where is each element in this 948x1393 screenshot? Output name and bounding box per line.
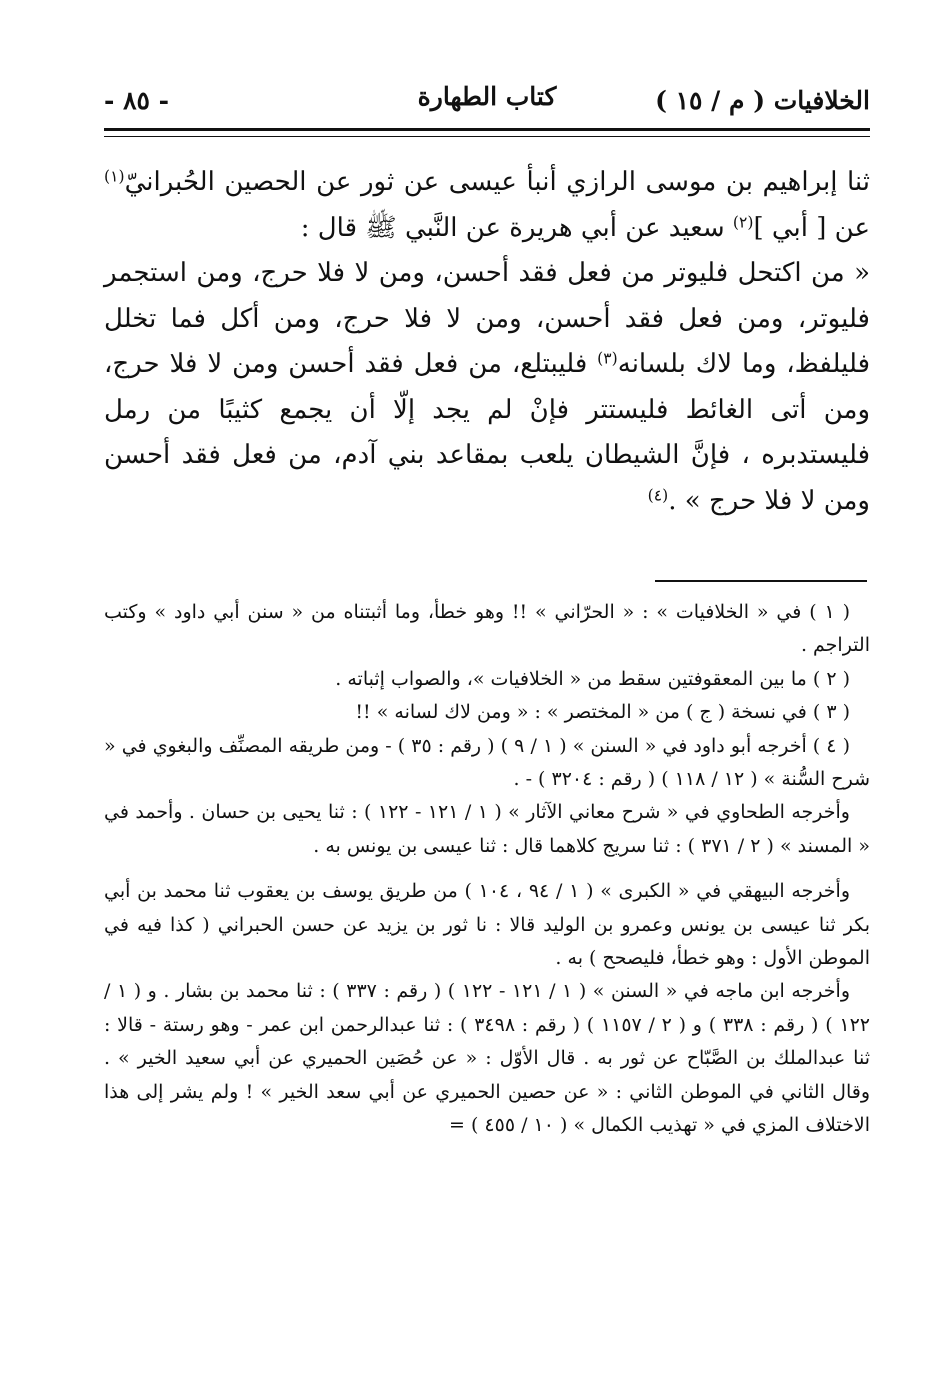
footnote-ref-1: (١): [104, 167, 125, 186]
hadith-paragraph: [104, 251, 870, 524]
footnote-4-cont-1: وأخرجه الطحاوي في « شرح معاني الآثار » ( ١ / ١٢١ - ١٢٢ ) : ثنا يحيى بن حسان . وأحمد في « المسند » ( ٢ / ٣٧١ ) : ثنا سريج كلاهما قال : ثنا عيسى بن يونس به .: [104, 801, 870, 857]
isnad-paragraph: [104, 160, 870, 251]
footnote-ref-2: (٢): [732, 212, 754, 231]
footnote-separator: [655, 580, 867, 582]
footnote-3: ( ٣ ) في نسخة ( ج ) من « المختصر » : « ومن لاك لسانه » !!: [355, 701, 850, 724]
text-run: « من اكتحل فليوتر من فعل فقد أحسن، ومن لا فلا حرج، ومن استجمر فليوتر، ومن فعل فقد أحسن، ومن لا فلا حرج، ومن أكل فما تخلل فليلفظ، وما لاك بلسانه: [104, 258, 870, 379]
footnote-2: ( ٢ ) ما بين المعقوفتين سقط من « الخلافيات »، والصواب إثباته .: [335, 667, 850, 690]
text-run: فليبتلع، من فعل فقد أحسن ومن لا فلا حرج، ومن أتى الغائط فليستتر فإنْ لم يجد إلّا أن يجمع كثيبًا من رمل فليستدبره ، فإنَّ الشيطان يلعب بمقاعد بني آدم، من فعل فقد أحسن ومن لا فلا حرج » .: [104, 349, 870, 516]
footnotes: [104, 596, 870, 1143]
main-text: [104, 160, 870, 524]
text-run: ثنا إبراهيم بن موسى الرازي أنبأ عيسى عن ثور عن الحصين الحُبرانيّ: [124, 167, 870, 197]
footnote-4-cont-3: وأخرجه ابن ماجه في « السنن » ( ١ / ١٢١ - ١٢٢ ) ( رقم : ٣٣٧ ) : ثنا محمد بن بشار . و ( ١ / ١٢٢ ) ( رقم : ٣٣٨ ) و ( ٢ / ١١٥٧ ) ( رقم : ٣٤٩٨ ) : ثنا عبدالرحمن ابن عمر - وهو رستة - قالا : ثنا عبدالملك بن الصَّبّاح عن ثور به . قال الأوّل : « عن حُصَين الحميري عن أبي سعيد الخير » . وقال الثاني في الموطن الثاني : « عن حصين الحميري عن أبي سعد الخير » ! ولم يشر إلى هذا الاختلاف المزي في « تهذيب الكمال » ( ١٠ / ٤٥٥ ) =: [104, 980, 870, 1137]
chapter-title: كتاب الطهارة: [417, 82, 557, 111]
footnote-ref-4: (٤): [647, 485, 669, 504]
header-rule-thick: [104, 128, 870, 131]
text-run: سعيد عن أبي هريرة عن النَّبي ﷺ قال :: [300, 212, 733, 243]
page-header: [104, 78, 870, 122]
footnote-4: ( ٤ ) أخرجه أبو داود في « السنن » ( ١ / ٩ ) ( رقم : ٣٥ ) - ومن طريقه المصنِّف والبغوي في « شرح السُّنة » ( ١٢ / ١١٨ ) ( رقم : ٣٢٠٤ ) - .: [104, 734, 870, 791]
footnote-4-cont-2: وأخرجه البيهقي في « الكبرى » ( ١ / ٩٤ ، ١٠٤ ) من طريق يوسف بن يعقوب ثنا محمد بن أبي بكر ثنا عيسى بن يونس وعمرو بن الوليد قالا : نا ثور بن يزيد عن حسن الحبراني ( كذا فيه في الموطن الأول : وهو خطأ، فليصحح ) به .: [104, 880, 870, 970]
footnote-ref-3: (٣): [597, 349, 618, 368]
header-rule-thin: [104, 136, 870, 137]
text-run: عن [ أبي ]: [753, 212, 870, 243]
footnote-1: ( ١ ) في « الخلافيات » : « الحرّاني » !! وهو خطأ، وما أثبتناه من « سنن أبي داود » وكتب التراجم .: [104, 601, 870, 657]
page-number: - ٨٥ -: [104, 85, 170, 115]
running-title: الخلافيات ( م / ١٥ ): [655, 85, 870, 115]
